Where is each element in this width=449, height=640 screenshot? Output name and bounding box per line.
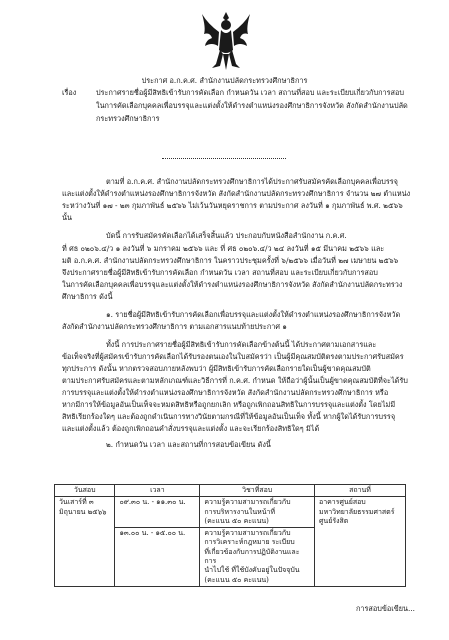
subject-line: (คะแนน ๕๐ คะแนน)	[204, 516, 269, 525]
paragraph-line: ทั้งนี้ การประกาศรายชื่อผู้มีสิทธิเข้ารับการคัดเลือกข้างต้นนี้ ได้ประกาศตามเอกสารและ	[106, 340, 377, 349]
paragraph-line: การบรรจุและแต่งตั้งให้ดำรงตำแหน่งรองศึกษาธิการจังหวัด สังกัดสำนักงานปลัดกระทรวงศึกษาธิการ หรือ	[62, 388, 389, 397]
venue-line: ศูนย์รังสิต	[318, 516, 349, 525]
subject-label: เรื่อง	[62, 88, 77, 97]
paragraph-line: และแต่งตั้งแล้ว ต้องถูกเพิกถอนคำสั่งบรรจุและแต่งตั้ง และจะเรียกร้องสิทธิใดๆ มิได้	[62, 424, 320, 433]
paragraph-line: และแต่งตั้งให้ดำรงตำแหน่งรองศึกษาธิการจังหวัด สังกัดสำนักงานปลัดกระทรวงศึกษาธิการ จำนวน ๒๗ ตำแหน่ง	[62, 189, 411, 198]
table-row	[55, 497, 406, 528]
exam-schedule-table	[54, 484, 406, 587]
paragraph-line: หากมีการให้ข้อมูลอันเป็นเท็จจะหมดสิทธิหรือถูกยกเลิก หรือถูกเพิกถอนสิทธิในการบรรจุและแต่งตั้ง โดยไม่มี	[62, 400, 396, 409]
column-header: สถานที่	[314, 485, 405, 497]
paragraph-line: ตามที่ อ.ก.ค.ศ. สำนักงานปลัดกระทรวงศึกษาธิการได้ประกาศรับสมัครคัดเลือกบุคคลเพื่อบรรจุ	[106, 177, 398, 186]
subject-line: ประกาศรายชื่อผู้มีสิทธิเข้ารับการคัดเลือก กำหนดวัน เวลา สถานที่สอบ และระเบียบเกี่ยวกับการสอบ	[96, 88, 405, 97]
subject-line: กระทรวงศึกษาธิการ	[96, 114, 160, 123]
table-header-row	[55, 485, 406, 497]
paragraph-line: ตามประกาศรับสมัครและตามหลักเกณฑ์และวิธีการที่ ก.ค.ศ. กำหนด ให้ถือว่าผู้นั้นเป็นผู้ขาดคุณสมบัติที่จะได้รับ	[62, 376, 408, 385]
announcement-title: ประกาศ อ.ก.ค.ศ. สำนักงานปลัดกระทรวงศึกษาธิการ	[141, 76, 308, 85]
exam-day-cell	[55, 497, 115, 587]
garuda-emblem-icon	[200, 10, 252, 72]
subject-line: ที่เกี่ยวข้องกับการปฏิบัติงานและการ	[204, 547, 300, 566]
paragraph-line: ๑. รายชื่อผู้มีสิทธิเข้ารับการคัดเลือกเพื่อบรรจุและแต่งตั้งให้ดำรงตำแหน่งรองศึกษาธิการจังหวัด	[106, 310, 401, 319]
subject-line: ความรู้ความสามารถเกี่ยวกับ	[204, 498, 291, 507]
exam-subject-cell	[200, 497, 315, 528]
paragraph-line: มติ อ.ก.ค.ศ. สำนักงานปลัดกระทรวงศึกษาธิการ ในคราวประชุมครั้งที่ ๖/๒๕๖๖ เมื่อวันที่ ๒๗ เมษายน ๒๕๖๖	[62, 256, 399, 265]
venue-line: มหาวิทยาลัยธรรมศาสตร์	[318, 507, 395, 516]
column-header: วันสอบ	[55, 485, 115, 497]
continuation-note: การสอบข้อเขียน...	[356, 604, 415, 613]
exam-venue-cell	[314, 497, 405, 587]
paragraph-line: บัดนี้ การรับสมัครคัดเลือกได้เสร็จสิ้นแล้ว ประกอบกับหนังสือสำนักงาน ก.ค.ศ.	[106, 231, 347, 240]
exam-day-line: มิถุนายน ๒๕๖๖	[59, 507, 107, 516]
paragraph-line: ที่ ศธ ๐๒๐๖.๔/ว ๑ ลงวันที่ ๖ มกราคม ๒๕๖๖ และ ที่ ศธ ๐๒๐๖.๔/ว ๒๔ ลงวันที่ ๑๕ มีนาคม ๒๕๖๖ และ	[62, 244, 385, 253]
paragraph-line: ๒. กำหนดวัน เวลา และสถานที่การสอบข้อเขียน ดังนี้	[106, 440, 271, 449]
subject-line: ความรู้ความสามารถเกี่ยวกับ	[204, 529, 291, 538]
subject-line: (คะแนน ๕๐ คะแนน)	[204, 575, 269, 584]
subject-line: ในการคัดเลือกบุคคลเพื่อบรรจุและแต่งตั้งให้ดำรงตำแหน่งรองศึกษาธิการจังหวัด สังกัดสำนักงานปลัด	[96, 101, 408, 110]
paragraph-line: ในการคัดเลือกบุคคลเพื่อบรรจุและแต่งตั้งให้ดำรงตำแหน่งรองศึกษาธิการจังหวัด สังกัดสำนักงานปลัดกระทรวง	[62, 280, 403, 289]
paragraph-line: จึงประกาศรายชื่อผู้มีสิทธิเข้ารับการคัดเลือก กำหนดวัน เวลา สถานที่สอบ และระเบียบเกี่ยวกับการสอบ	[62, 268, 378, 277]
paragraph-line: นั้น	[62, 213, 72, 222]
venue-line: อาคารศูนย์สอบ	[318, 498, 366, 507]
exam-subject-cell	[200, 528, 315, 587]
paragraph-line: ข้อเท็จจริงที่ผู้สมัครเข้ารับการคัดเลือกได้รับรองตนเองในใบสมัครว่า เป็นผู้มีคุณสมบัติตรงตามประกาศรับสมัคร	[62, 352, 404, 361]
paragraph-line: ระหว่างวันที่ ๑๗ - ๒๓ กุมภาพันธ์ ๒๕๖๖ ไม่เว้นวันหยุดราชการ ตามประกาศ ลงวันที่ ๑ กุมภาพันธ์ พ.ศ. ๒๕๖๖	[62, 201, 403, 210]
paragraph-line: สังกัดสำนักงานปลัดกระทรวงศึกษาธิการ ตามเอกสารแนบท้ายประกาศ ๑	[62, 322, 287, 331]
subject-line: การวิเคราะห์กฎหมาย ระเบียบ	[204, 538, 295, 547]
paragraph-line: สิทธิเรียกร้องใดๆ และต้องถูกดำเนินการทางวินัยตามกรณีที่ให้ข้อมูลอันเป็นเท็จ ทั้งนี้ หากผู้ใดได้รับการบรรจุ	[62, 412, 396, 421]
column-header: เวลา	[115, 485, 200, 497]
subject-line: การบริหารงานในหน้าที่	[204, 507, 276, 516]
subject-line: นำไปใช้ ที่ใช้บังคับอยู่ในปัจจุบัน	[204, 566, 300, 575]
column-header: วิชาที่สอบ	[200, 485, 315, 497]
paragraph-line: ศึกษาธิการ ดังนี้	[62, 292, 113, 301]
exam-time-cell: ๑๓.๐๐ น. - ๑๕.๐๐ น.	[115, 528, 200, 587]
paragraph-line: ทุกประการ ดังนั้น หากตรวจสอบภายหลังพบว่า ผู้มีสิทธิเข้ารับการคัดเลือกรายใดเป็นผู้ขาดคุณสมบัติ	[62, 364, 371, 373]
exam-time-cell: ๐๙.๓๐ น. - ๑๑.๓๐ น.	[115, 497, 200, 528]
exam-day-line: วันเสาร์ที่ ๓	[59, 498, 94, 507]
divider	[162, 158, 286, 159]
